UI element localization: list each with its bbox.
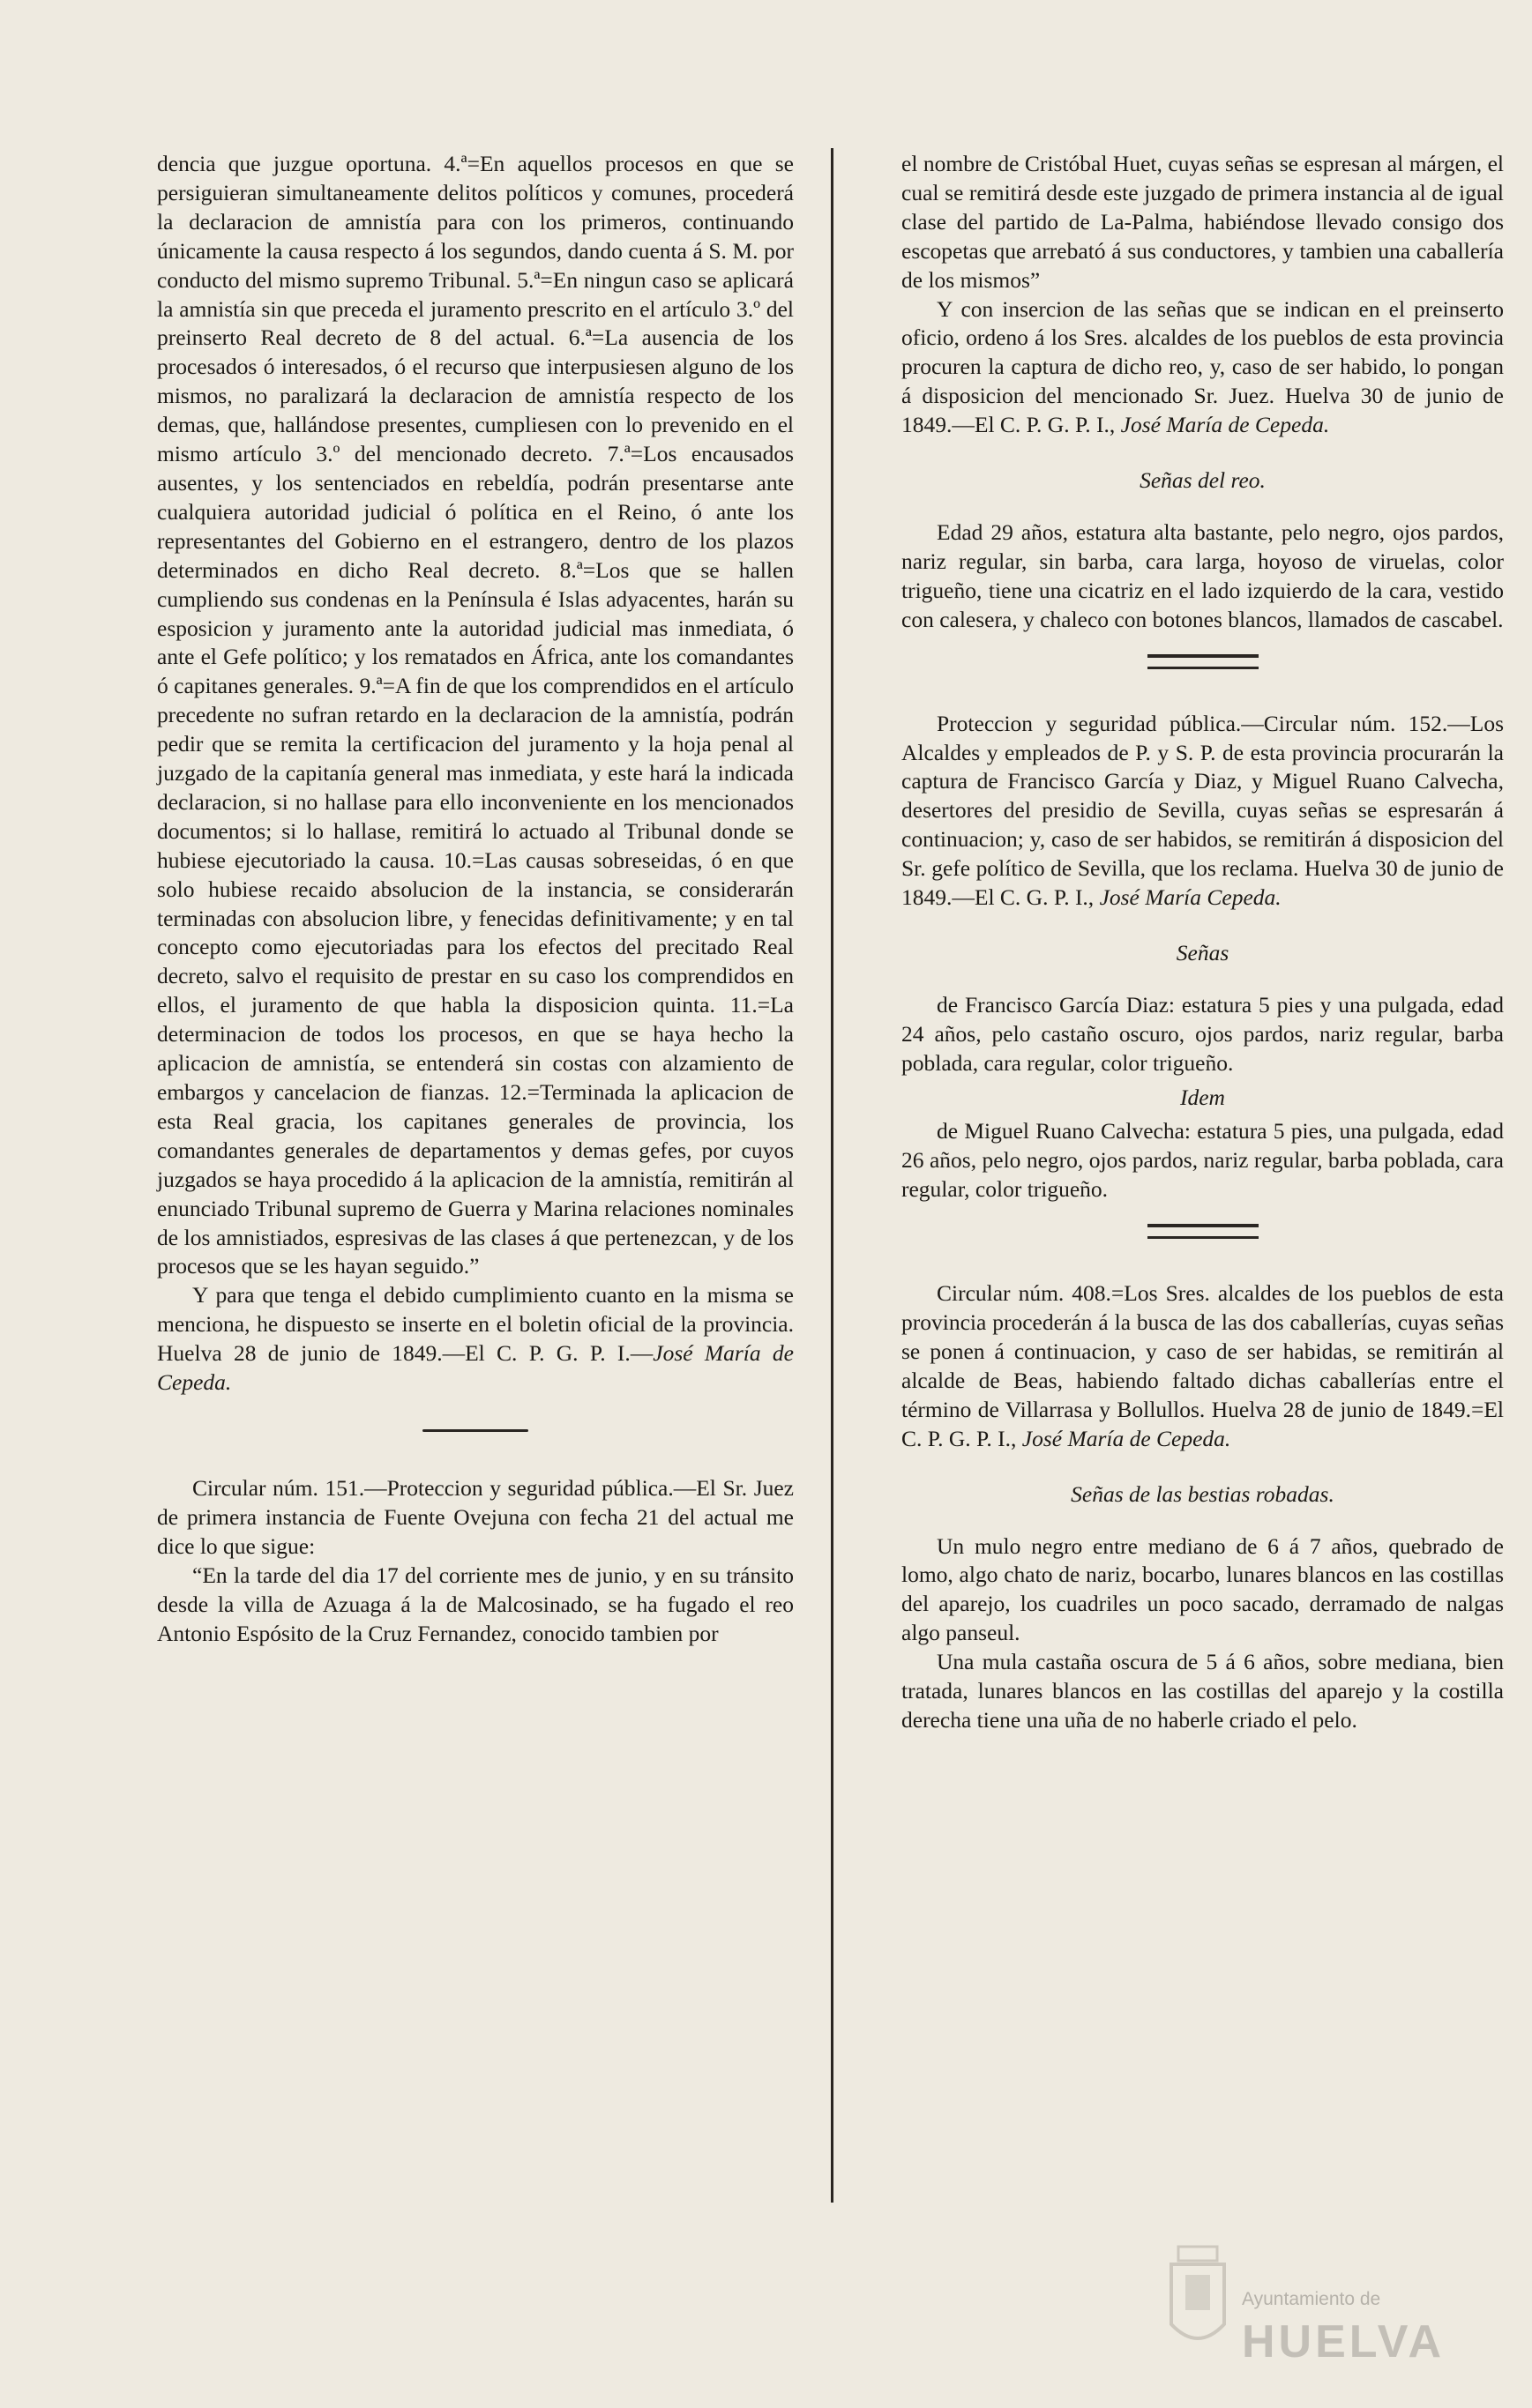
- amnesty-rules-paragraph: dencia que juzgue oportuna. 4.ª=En aquellos procesos en que se persiguieran simultaneamente delitos políticos y comunes, procederá la declaracion de amnistía para con los primeros, continuando únicamente la causa respecto á los segundos, dando cuenta á S. M. por conducto del mismo supremo Tribunal. 5.ª=En ningun caso se aplicará la amnistía sin que preceda el juramento prescrito en el artículo 3.º del preinserto Real decreto de 8 del actual. 6.ª=La ausencia de los procesados ó interesados, ó el recurso que interpusiesen alguno de los mismos, no paralizará la declaracion de amnistía respecto de los demas, que, hallándose presentes, cumpliesen con lo prevenido en el mismo artículo 3.º del mencionado decreto. 7.ª=Los encausados ausentes, y los sentenciados en rebeldía, podrán presentarse ante cualquiera autoridad judicial ó política en el Reino, ó ante los representantes del Gobierno en el estrangero, dentro de los plazos determinados en dicho Real decreto. 8.ª=Los que se hallen cumpliendo sus condenas en la Península é Islas adyacentes, harán su esposicion y juramento ante la autoridad judicial mas inmediata, ó ante el Gefe político; y los rematados en África, ante los comandantes ó capitanes generales. 9.ª=A fin de que los comprendidos en el artículo precedente no sufran retardo en la declaracion de la amnistía, podrán pedir que se remita la certificacion del juramento y la hoja penal al juzgado de la capitanía general mas inmediata, y este hará la indicada declaracion, si no hallase para ello inconveniente en los mencionados documentos; si lo hallase, remitirá lo actuado al Tribunal donde se hubiese ejecutoriado la causa. 10.=Las causas sobreseidas, ó en que solo hubiese recaido absolucion de la instancia, se considerarán terminadas con absolucion libre, y fenecidas definitivamente; y en tal concepto como ejecutoriadas para los efectos del precitado Real decreto, salvo el requisito de prestar en su caso los comprendidos en ellos, el juramento de que habla la disposicion quinta. 11.=La determinacion de todos los procesos, en que se haya hecho la aplicacion de amnistía, se entenderá sin costas con alzamiento de embargos y cancelacion de fianzas. 12.=Terminada la aplicacion de esta Real gracia, los capitanes generales de provincia, los comandantes generales de departamentos y demas gefes, por cuyos juzgados se haya procedido á la aplicacion de la amnistía, remitirán al enunciado Tribunal supremo de Guerra y Marina relaciones nominales de los amnistiados, espresivas de las clases á que pertenezcan, y de los procesos que se les hayan seguido.”: [157, 151, 794, 1279]
- senas-garcia-paragraph: de Francisco García Diaz: estatura 5 pies y una pulgada, edad 24 años, pelo castaño oscuro, ojos pardos, nariz regular, barba poblada, cara regular, color trigueño.: [901, 991, 1504, 1076]
- senas-ruano-paragraph: de Miguel Ruano Calvecha: estatura 5 pies, una pulgada, edad 26 años, pelo negro, ojos pardos, nariz regular, barba poblada, cara regular, color trigueño.: [901, 1118, 1504, 1203]
- idem-title: Idem: [1180, 1084, 1225, 1110]
- column-divider: [831, 148, 833, 2203]
- insertion-signature: José María de Cepeda.: [1120, 412, 1330, 438]
- continuation-paragraph: el nombre de Cristóbal Huet, cuyas señas se espresan al márgen, el cual se remitirá desde este juzgado de primera instancia al de igual clase del partido de La-Palma, habiéndose llevado consigo dos escopetas que arrebató á sus conductores, y tambien una caballería de los mismos”: [901, 151, 1504, 293]
- circular-408-text: Circular núm. 408.=Los Sres. alcaldes de los pueblos de esta provincia procederán á la busca de las dos caballerías, cuyas señas se ponen á continuacion, y caso de ser habidas, se remitirán al alcalde de Beas, habiendo faltado dichas caballerías entre el término de Villarrasa y Bollullos. Huelva 28 de junio de 1849.=El C. P. G. P. I.,: [901, 1280, 1504, 1451]
- quote-paragraph: “En la tarde del dia 17 del corriente mes de junio, y en su tránsito desde la villa de Azuaga á la de Malcosinado, se ha fugado el reo Antonio Espósito de la Cruz Fernandez, conocido tambien por: [157, 1562, 794, 1646]
- closing-signature: José María de Cepeda.: [157, 1340, 794, 1396]
- senas-reo-paragraph: Edad 29 años, estatura alta bastante, pelo negro, ojos pardos, nariz regular, sin barba, cara larga, hoyoso de viruelas, color trigueño, tiene una cicatriz en el lado izquierdo de la cara, vestido con calesera, y chaleco con botones blancos, llamados de cascabel.: [901, 518, 1504, 632]
- left-column: [157, 150, 794, 1648]
- mulo-paragraph: Un mulo negro entre mediano de 6 á 7 años, quebrado de lomo, algo chato de nariz, bocarbo, lunares blancos en las costillas del aparejo, los cuadriles un poco sacado, derramado de nalgas algo panseul.: [901, 1532, 1504, 1646]
- watermark-small-text: Ayuntamiento de: [1242, 2289, 1381, 2309]
- watermark-big-text: HUELVA: [1242, 2316, 1446, 2367]
- circular-152-paragraph: [901, 710, 1504, 913]
- senas-reo-title: Señas del reo.: [1140, 467, 1266, 494]
- circular-151-paragraph: Circular núm. 151.—Proteccion y seguridad pública.—El Sr. Juez de primera instancia de Fuente Ovejuna con fecha 21 del actual me dice lo que sigue:: [157, 1474, 794, 1559]
- circular-152-signature: José María Cepeda.: [1099, 884, 1282, 911]
- closing-paragraph: [157, 1281, 794, 1398]
- closing-text: Y para que tenga el debido cumplimiento cuanto en la misma se menciona, he dispuesto se inserte en el boletin oficial de la provincia. Huelva 28 de junio de 1849.—El C. P. G. P. I.—: [157, 1282, 794, 1367]
- section-divider: [422, 1429, 528, 1432]
- section-divider-double-2: [1147, 1224, 1259, 1239]
- circular-152-text: Proteccion y seguridad pública.—Circular núm. 152.—Los Alcaldes y empleados de P. y S. P. de esta provincia procurarán la captura de Francisco García y Diaz, y Miguel Ruano Calvecha, desertores del presidio de Sevilla, cuyas señas se espresarán á continuacion; y, caso de ser habidos, se remitirán á disposicion del Sr. gefe político de Sevilla, que los reclama. Huelva 30 de junio de 1849.—El C. G. P. I.,: [901, 710, 1504, 911]
- right-column: [901, 150, 1504, 1735]
- mula-paragraph: Una mula castaña oscura de 5 á 6 años, sobre mediana, bien tratada, lunares blancos en las costillas del aparejo y la costilla derecha tiene una uña de no haberle criado el pelo.: [901, 1649, 1504, 1733]
- circular-408-paragraph: [901, 1279, 1504, 1453]
- insertion-text: Y con insercion de las señas que se indican en el preinserto oficio, ordeno á los Sres. alcaldes de los pueblos de esta provincia procuren la captura de dicho reo, y, caso de ser habido, lo pongan á disposicion del mencionado Sr. Juez. Huelva 30 de junio de 1849.—El C. P. G. P. I.,: [901, 295, 1504, 438]
- section-divider-double: [1147, 654, 1259, 669]
- insertion-paragraph: [901, 295, 1504, 441]
- circular-408-signature: José María de Cepeda.: [1021, 1425, 1231, 1451]
- senas-bestias-title: Señas de las bestias robadas.: [1071, 1480, 1334, 1507]
- huelva-seal-icon: [1162, 2240, 1233, 2354]
- senas-title: Señas: [1176, 939, 1229, 965]
